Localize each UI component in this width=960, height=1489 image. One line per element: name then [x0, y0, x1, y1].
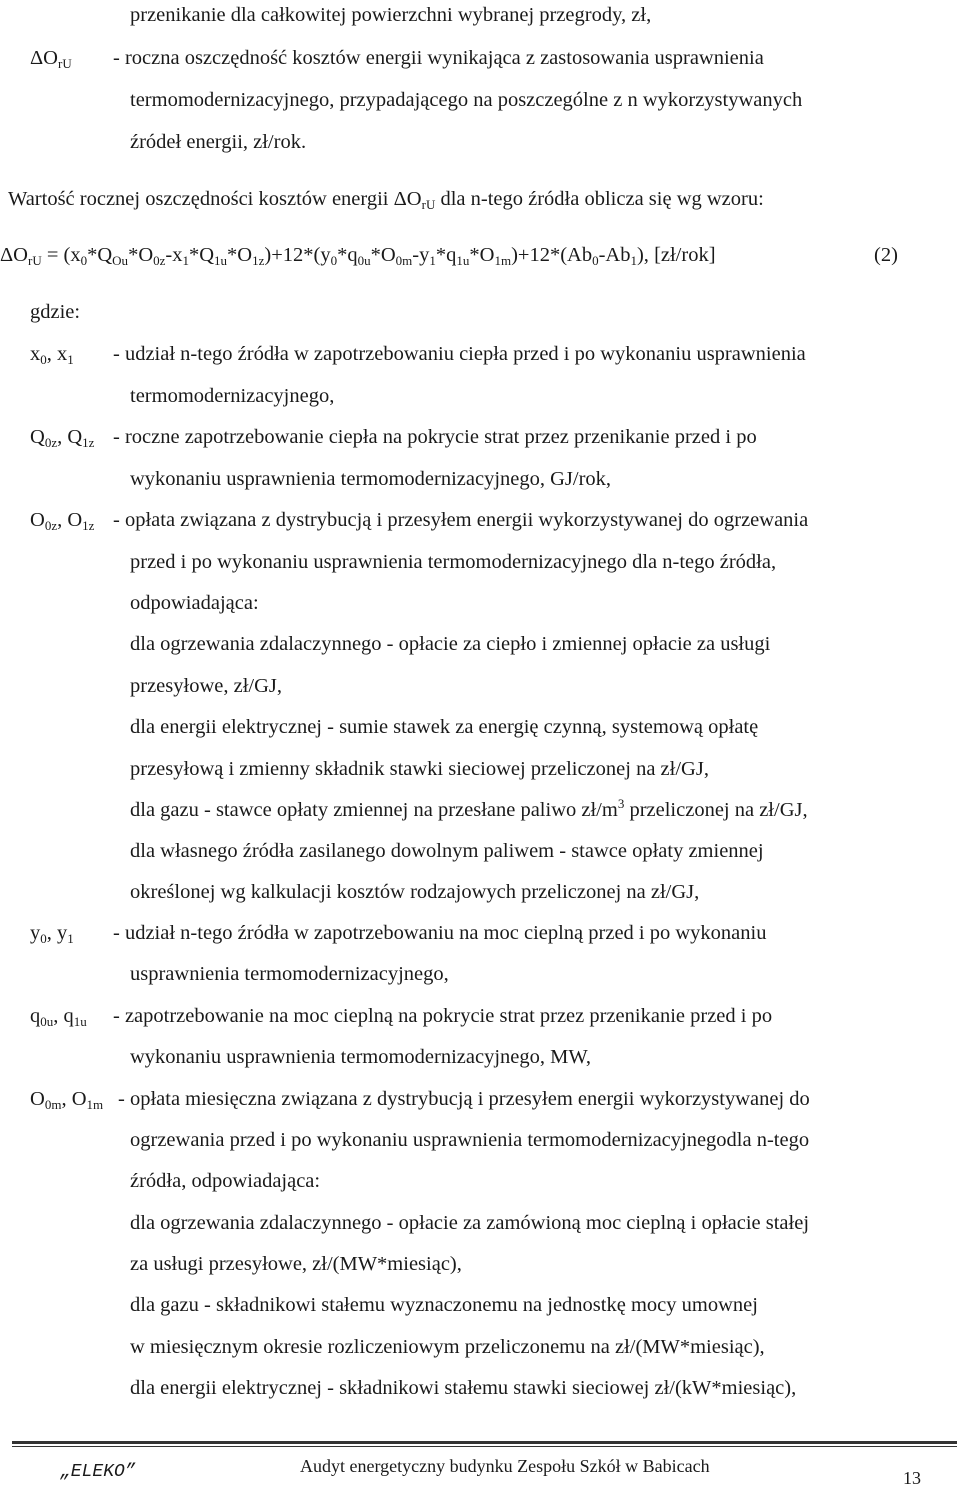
gas-text-b: przeliczonej na zł/GJ, [624, 799, 808, 821]
text-line: w miesięcznym okresie rozliczeniowym przeliczonemu na zł/(MW*miesiąc), [130, 1336, 765, 1358]
text-line: termomodernizacyjnego, [130, 385, 335, 407]
text-line: wykonaniu usprawnienia termomodernizacyjnego, MW, [130, 1046, 591, 1068]
text-line: przesyłowe, zł/GJ, [130, 675, 282, 697]
formula: $\Delta O_{rU} = (x_0*Q_{Ou}*O_{0z}-x_1*Q_{1u}*O_{1z})+12*(y_0*q_{0u}*O_{0m}-y_1*q_{1u}*O_{1m})+12*(Ab_0-Ab_1)$, [zł/rok] [0, 244, 716, 268]
equation-number: (2) [874, 244, 898, 266]
gas-text-a: dla gazu - stawce opłaty zmiennej na przesłane paliwo zł/m [130, 799, 618, 821]
text-line: dla ogrzewania zdalaczynnego - opłacie za zamówioną moc cieplną i opłacie stałej [130, 1212, 810, 1234]
text-line: źródeł energii, zł/rok. [130, 131, 307, 153]
text-line: dla gazu - składnikowi stałemu wyznaczonemu na jednostkę mocy umownej [130, 1294, 758, 1316]
text-line: - roczne zapotrzebowanie ciepła na pokrycie strat przez przenikanie przed i po [113, 426, 757, 448]
text-line: przed i po wykonaniu usprawnienia termomodernizacyjnego dla n-tego źródła, [130, 551, 777, 573]
symbol-x: $x_0$, $x_1$ [30, 343, 74, 367]
intro-text-a: Wartość rocznej oszczędności kosztów energii [8, 188, 394, 210]
symbol-q: $Q_{0z}$, $Q_{1z}$ [30, 426, 95, 450]
text-line: odpowiadająca: [130, 592, 259, 614]
text-line: określonej wg kalkulacji kosztów rodzajowych przeliczonej na zł/GJ, [130, 881, 700, 903]
text-line: ogrzewania przed i po wykonaniu usprawnienia termomodernizacyjnegodla n-tego [130, 1129, 810, 1151]
symbol-y: $y_0$, $y_1$ [30, 922, 74, 946]
footer-divider-thin [12, 1446, 957, 1447]
text-line: - opłata miesięczna związana z dystrybucją i przesyłem energii wykorzystywanej do [118, 1088, 810, 1110]
symbol-om: $O_{0m}$, $O_{1m}$ [30, 1088, 104, 1112]
formula-unit: [zł/rok] [654, 244, 716, 266]
symbol-delta-oru: $\Delta O_{rU}$ [30, 47, 72, 71]
text-line: - opłata związana z dystrybucją i przesyłem energii wykorzystywanej do ogrzewania [113, 509, 809, 531]
text-line: wykonaniu usprawnienia termomodernizacyjnego, GJ/rok, [130, 468, 612, 490]
text-line: dla ogrzewania zdalaczynnego - opłacie za ciepło i zmiennej opłacie za usługi [130, 633, 771, 655]
text-line: za usługi przesyłowe, zł/(MW*miesiąc), [130, 1253, 462, 1275]
text-line: - udział n-tego źródła w zapotrzebowaniu na moc cieplną przed i po wykonaniu [113, 922, 767, 944]
symbol-o: $O_{0z}$, $O_{1z}$ [30, 509, 95, 533]
superscript: 3 [617, 796, 625, 811]
gdzie-label: gdzie: [30, 301, 81, 323]
text-line: dla energii elektrycznej - składnikowi stałemu stawki sieciowej zł/(kW*miesiąc), [130, 1377, 797, 1399]
text-line: dla energii elektrycznej - sumie stawek za energię czynną, systemową opłatę [130, 716, 759, 738]
footer-company: „ELEKO” [60, 1462, 136, 1482]
symbol-qu: $q_{0u}$, $q_{1u}$ [30, 1005, 87, 1029]
text-line [130, 798, 808, 822]
intro-line: Wartość rocznej oszczędności kosztów energii $\Delta O_{rU}$ dla n-tego źródła oblicza się wg wzoru: [8, 188, 764, 212]
text-line: - udział n-tego źródła w zapotrzebowaniu ciepła przed i po wykonaniu usprawnienia [113, 343, 806, 365]
text-line: przesyłową i zmienny składnik stawki sieciowej przeliczonej na zł/GJ, [130, 758, 709, 780]
text-line: - zapotrzebowanie na moc cieplną na pokrycie strat przez przenikanie przed i po [113, 1005, 773, 1027]
page-number: 13 [903, 1468, 921, 1488]
footer-title: Audyt energetyczny budynku Zespołu Szkół w Babicach [300, 1456, 710, 1476]
text-line: - roczna oszczędność kosztów energii wynikająca z zastosowania usprawnienia [113, 47, 764, 69]
text-line: usprawnienia termomodernizacyjnego, [130, 963, 449, 985]
footer-divider [12, 1441, 957, 1444]
text-line: przenikanie dla całkowitej powierzchni wybranej przegrody, zł, [130, 4, 652, 26]
text-line: dla własnego źródła zasilanego dowolnym paliwem - stawce opłaty zmiennej [130, 840, 764, 862]
intro-text-b: dla n-tego źródła oblicza się wg wzoru: [435, 188, 764, 210]
text-line: źródła, odpowiadająca: [130, 1170, 321, 1192]
text-line: termomodernizacyjnego, przypadającego na poszczególne z n wykorzystywanych [130, 89, 803, 111]
